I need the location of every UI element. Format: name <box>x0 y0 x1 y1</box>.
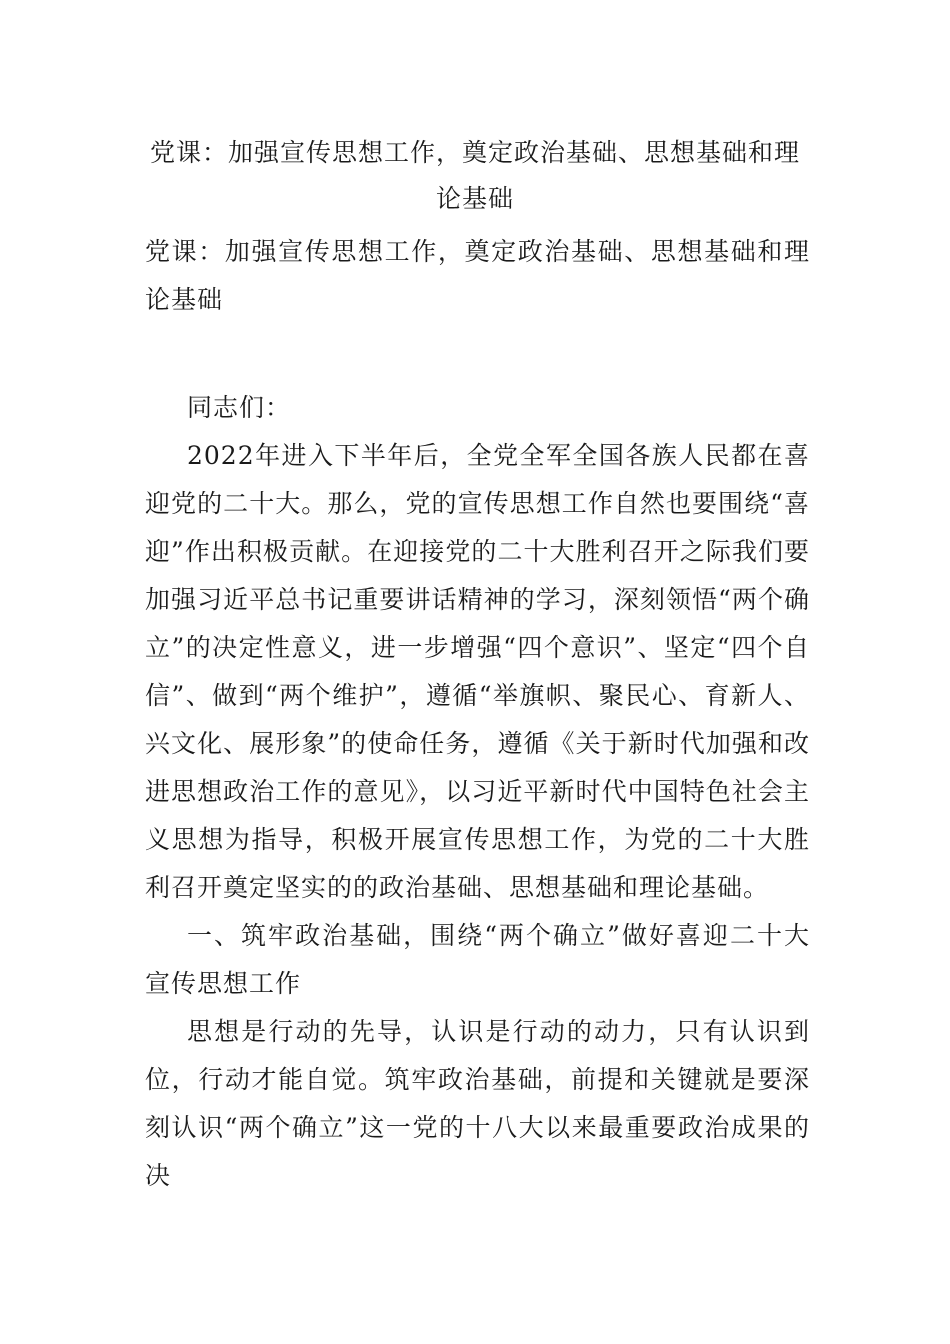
salutation: 同志们： <box>187 393 292 422</box>
paragraph-section-1: 思想是行动的先导，认识是行动的动力，只有认识到位，行动才能自觉。筑牢政治基础，前提和关键就是要深刻认识“两个确立”这一党的十八大以来最重要政治成果的决 <box>145 1017 810 1190</box>
section-heading-1: 一、筑牢政治基础，围绕“两个确立”做好喜迎二十大宣传思想工作 <box>145 921 810 998</box>
document-title: 党课：加强宣传思想工作，奠定政治基础、思想基础和理论基础 <box>149 138 800 213</box>
blank-line <box>145 324 810 372</box>
repeated-title: 党课：加强宣传思想工作，奠定政治基础、思想基础和理论基础 <box>145 237 810 314</box>
document-body <box>145 228 810 1200</box>
paragraph-intro: 2022年进入下半年后，全党全军全国各族人民都在喜迎党的二十大。那么，党的宣传思想工作自然也要围绕“喜迎”作出积极贡献。在迎接党的二十大胜利召开之际我们要加强习近平总书记重要讲话精神的学习，深刻领悟“两个确立”的决定性意义，进一步增强“四个意识”、坚定“四个自信”、做到“两个维护”，遵循“举旗帜、聚民心、育新人、兴文化、展形象”的使命任务，遵循《关于新时代加强和改进思想政治工作的意见》，以习近平新时代中国特色社会主义思想为指导，积极开展宣传思想工作，为党的二十大胜利召开奠定坚实的的政治基础、思想基础和理论基础。 <box>145 441 810 902</box>
